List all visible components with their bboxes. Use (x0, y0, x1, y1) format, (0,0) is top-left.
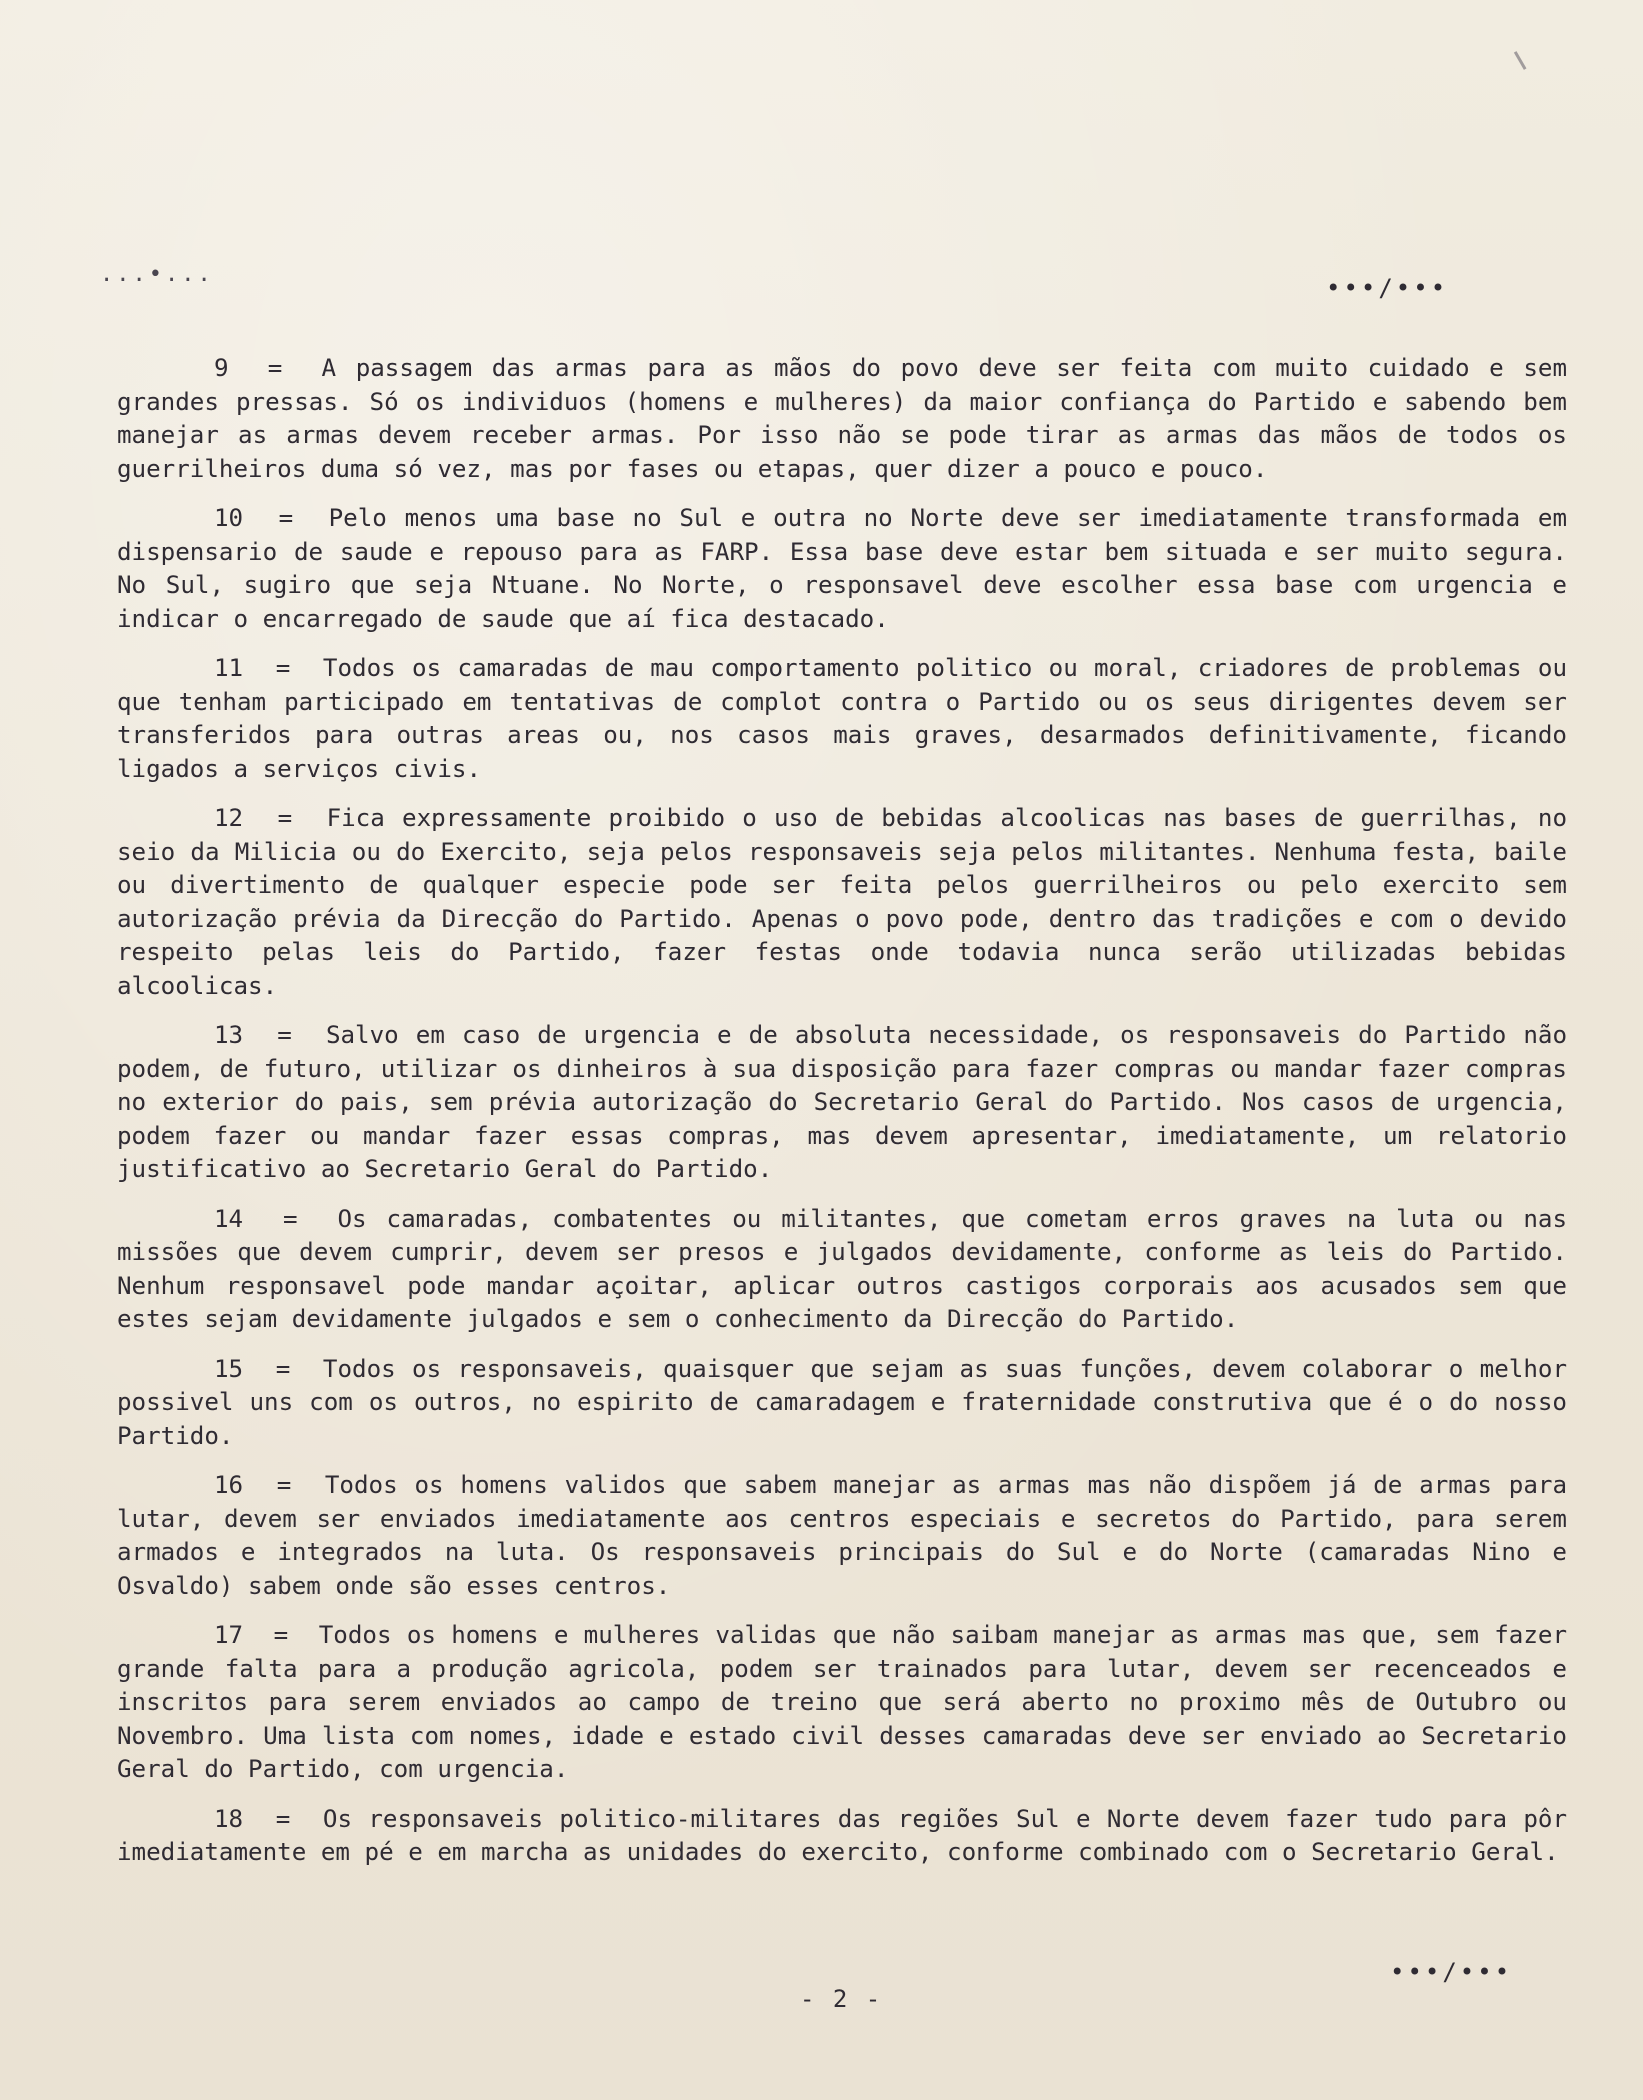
paragraph-text: Todos os homens e mulheres validas que não saibam manejar as armas mas que, sem fazer grande falta para a produção agricola, podem ser trainados para lutar, devem ser recenceados e inscritos para serem enviados ao campo de treino que será aberto no proximo mês de Outubro ou Novembro. Uma lista com nomes, idade e estado civil desses camaradas deve ser enviado ao Secretario Geral do Partido, com urgencia. (117, 1621, 1568, 1783)
margin-mark (1514, 46, 1535, 70)
paragraph-text: Todos os camaradas de mau comportamento politico ou moral, criadores de problemas ou que tenham participado em tentativas de complot contra o Partido ou os seus dirigentes devem ser transferidos para outras areas ou, nos casos mais graves, desarmados definitivamente, ficando ligados a serviços civis. (117, 654, 1568, 783)
paragraph-10 (117, 502, 1567, 636)
footer-continuation-mark: •••/••• (1390, 1958, 1513, 1986)
paragraph-text: Os responsaveis politico-militares das regiões Sul e Norte devem fazer tudo para pôr imediatamente em pé e em marcha as unidades do exercito, conforme combinado com o Secretario Geral. (117, 1804, 1568, 1866)
paragraph-separator: = (277, 1021, 292, 1049)
paragraph-13 (117, 1019, 1567, 1187)
paragraph-separator: = (277, 804, 293, 832)
paragraph-number: 12 (214, 804, 244, 832)
paragraph-number: 17 (214, 1621, 244, 1649)
paragraph-number: 15 (214, 1354, 244, 1383)
paragraph-number: 16 (214, 1471, 244, 1499)
paragraph-separator: = (275, 1354, 291, 1383)
paragraph-12 (117, 802, 1567, 1003)
page-number: - 2 - (800, 1985, 883, 2013)
paragraph-separator: = (275, 654, 291, 682)
paragraph-number: 18 (214, 1804, 244, 1833)
paragraph-9 (117, 352, 1567, 486)
paragraph-number: 11 (214, 654, 244, 682)
paragraph-text: A passagem das armas para as mãos do povo deve ser feita com muito cuidado e sem grandes pressas. Só os individuos (homens e mulheres) da maior confiança do Partido e sabendo bem manejar as armas devem receber armas. Por isso não se pode tirar as armas das mãos de todos os guerrilheiros duma só vez, mas por fases ou etapas, quer dizer a pouco e pouco. (117, 354, 1568, 483)
header-left-mark: ...•... (100, 262, 214, 287)
paragraph-text: Os camaradas, combatentes ou militantes, que cometam erros graves na luta ou nas missões que devem cumprir, devem ser presos e julgados devidamente, conforme as leis do Partido. Nenhum responsavel pode mandar açoitar, aplicar outros castigos corporais aos acusados sem que estes sejam devidamente julgados e sem o conhecimento da Direcção do Partido. (117, 1204, 1568, 1333)
paragraph-separator: = (275, 1804, 291, 1833)
paragraph-number: 14 (214, 1204, 244, 1233)
paragraph-14 (117, 1203, 1567, 1337)
header-continuation-mark: •••/••• (1326, 274, 1449, 302)
paragraph-11 (117, 652, 1567, 786)
document-body (117, 352, 1567, 1886)
paragraph-separator: = (273, 1621, 289, 1649)
paragraph-separator: = (278, 504, 294, 532)
paragraph-text: Fica expressamente proibido o uso de bebidas alcoolicas nas bases de guerrilhas, no seio da Milicia ou do Exercito, seja pelos responsaveis seja pelos militantes. Nenhuma festa, baile ou divertimento de qualquer especie pode ser feita pelos guerrilheiros ou pelo exercito sem autorização prévia da Direcção do Partido. Apenas o povo pode, dentro das tradições e com o devido respeito pelas leis do Partido, fazer festas onde todavia nunca serão utilizadas bebidas alcoolicas. (117, 804, 1568, 1000)
paragraph-16 (117, 1469, 1567, 1603)
paragraph-separator: = (267, 354, 283, 382)
paragraph-separator: = (283, 1204, 298, 1233)
paragraph-number: 10 (214, 504, 244, 532)
paragraph-text: Salvo em caso de urgencia e de absoluta necessidade, os responsaveis do Partido não podem, de futuro, utilizar os dinheiros à sua disposição para fazer compras ou mandar fazer compras no exterior do pais, sem prévia autorização do Secretario Geral do Partido. Nos casos de urgencia, podem fazer ou mandar fazer essas compras, mas devem apresentar, imediatamente, um relatorio justificativo ao Secretario Geral do Partido. (117, 1021, 1568, 1183)
paragraph-number: 9 (214, 354, 229, 382)
paragraph-17 (117, 1619, 1567, 1787)
paragraph-separator: = (276, 1471, 292, 1499)
paragraph-15 (117, 1353, 1567, 1454)
paragraph-text: Todos os homens validos que sabem manejar as armas mas não dispõem já de armas para lutar, devem ser enviados imediatamente aos centros especiais e secretos do Partido, para serem armados e integrados na luta. Os responsaveis principais do Sul e do Norte (camaradas Nino e Osvaldo) sabem onde são esses centros. (117, 1471, 1568, 1600)
paragraph-text: Pelo menos uma base no Sul e outra no Norte deve ser imediatamente transformada em dispensario de saude e repouso para as FARP. Essa base deve estar bem situada e ser muito segura. No Sul, sugiro que seja Ntuane. No Norte, o responsavel deve escolher essa base com urgencia e indicar o encarregado de saude que aí fica destacado. (117, 504, 1568, 633)
paragraph-number: 13 (214, 1021, 244, 1049)
paragraph-text: Todos os responsaveis, quaisquer que sejam as suas funções, devem colaborar o melhor possivel uns com os outros, no espirito de camaradagem e fraternidade construtiva que é o do nosso Partido. (117, 1354, 1568, 1450)
paragraph-18 (117, 1803, 1567, 1870)
